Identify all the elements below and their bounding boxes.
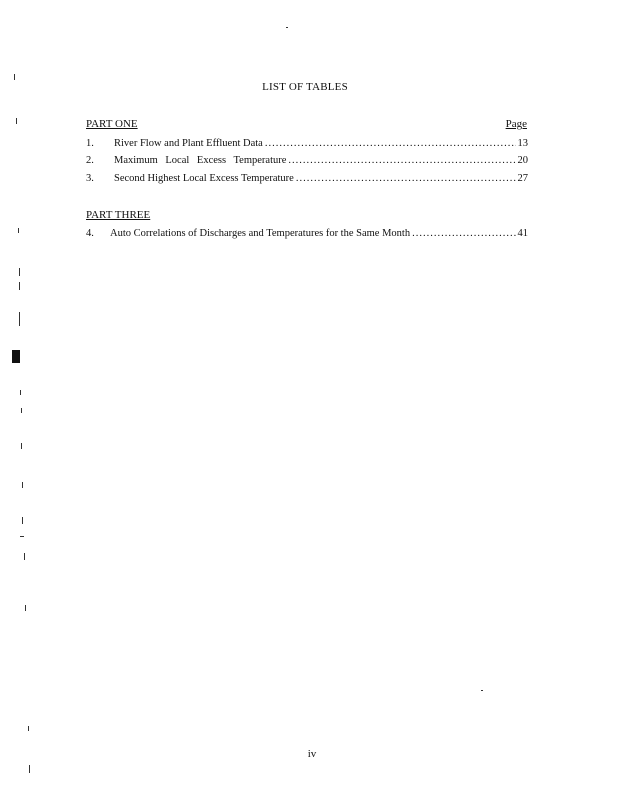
toc-entry-label: River Flow and Plant Effluent Data xyxy=(114,138,263,149)
toc-entry-label: Maximum Local Excess Temperature xyxy=(114,155,287,166)
toc-entry-page: 27 xyxy=(517,173,528,184)
section-heading-part-one: PART ONE xyxy=(86,118,138,130)
toc-entry-label: Second Highest Local Excess Temperature xyxy=(114,173,294,184)
toc-entry-number: 4. xyxy=(86,228,94,239)
toc-entry-number: 2. xyxy=(86,155,94,166)
page-column-header: Page xyxy=(505,118,527,130)
toc-entry-number: 1. xyxy=(86,138,94,149)
page-number: iv xyxy=(307,748,317,760)
section-heading-part-three: PART THREE xyxy=(86,209,151,221)
toc-entry xyxy=(86,155,528,169)
toc-entry xyxy=(86,228,528,242)
toc-entry-label: Auto Correlations of Discharges and Temperatures for the Same Month xyxy=(110,228,411,239)
page-title: LIST OF TABLES xyxy=(262,81,348,93)
toc-leader-dots xyxy=(265,138,516,149)
toc-leader-dots xyxy=(296,173,516,184)
toc-entry xyxy=(86,173,528,187)
toc-entry-page: 13 xyxy=(517,138,528,149)
toc-entry-page: 41 xyxy=(517,228,528,239)
toc-entry xyxy=(86,138,528,152)
toc-leader-dots xyxy=(288,155,515,166)
toc-entry-number: 3. xyxy=(86,173,94,184)
toc-entry-page: 20 xyxy=(517,155,528,166)
toc-leader-dots xyxy=(412,228,515,239)
